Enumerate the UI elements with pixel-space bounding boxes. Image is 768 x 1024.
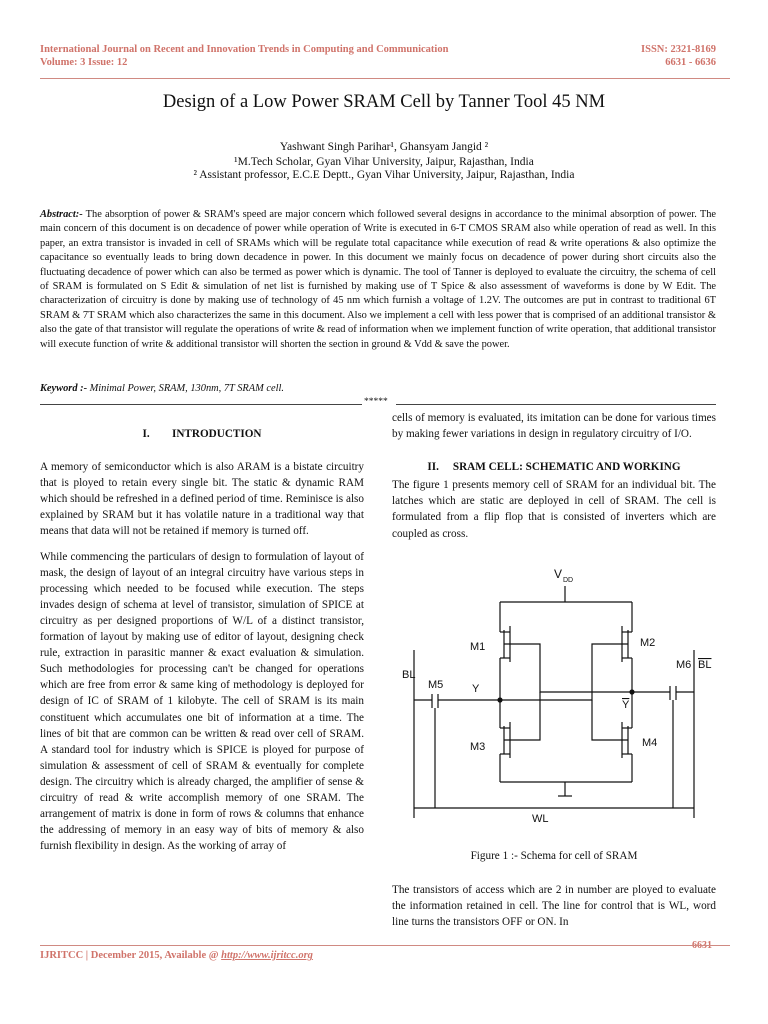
right-column	[392, 410, 716, 551]
cross-couple-wire-3	[504, 644, 632, 692]
abstract	[40, 208, 716, 352]
affiliation-1: ¹M.Tech Scholar, Gyan Vihar University, Jaipur, Rajasthan, India	[234, 156, 534, 168]
footer-rule	[40, 945, 730, 946]
figure-caption: Figure 1 :- Schema for cell of SRAM	[470, 850, 638, 862]
section-heading-sram: II. SRAM CELL: SCHEMATIC AND WORKING	[427, 461, 681, 474]
label-m5: M5	[428, 679, 444, 691]
journal-name	[40, 43, 448, 69]
paper-title: Design of a Low Power SRAM Cell by Tanner Tool 45 NM	[162, 92, 606, 112]
label-m1: M1	[470, 641, 486, 653]
header-rule	[40, 78, 730, 79]
cross-couple-wire-4	[504, 692, 540, 740]
right-paragraph-continued: cells of memory is evaluated, its imitation can be done for various times by making fewer variations in design in regulatory circuitry of I/O.	[392, 412, 716, 441]
affiliation-2: ² Assistant professor, E.C.E Deptt., Gyan Vihar University, Jaipur, Rajasthan, India	[193, 169, 575, 181]
label-m6: M6	[676, 659, 692, 671]
transistor-m5	[414, 694, 500, 808]
footer-text: IJRITCC | December 2015, Available @	[40, 950, 222, 961]
abstract-label: Abstract:-	[40, 209, 83, 220]
svg-text:V: V	[554, 567, 563, 581]
label-bl: BL	[402, 669, 416, 681]
label-m3: M3	[470, 741, 486, 753]
svg-text:DD: DD	[563, 577, 574, 584]
footer-link[interactable]: http://www.ijritcc.org	[221, 950, 313, 961]
right-column-bottom	[392, 882, 716, 939]
keyword-text: Minimal Power, SRAM, 130nm, 7T SRAM cell.	[87, 383, 284, 394]
left-column	[40, 426, 364, 863]
label-wl: WL	[532, 813, 549, 825]
page-range: 6631 - 6636	[665, 57, 716, 68]
label-y-bar: Y	[622, 699, 630, 711]
intro-paragraph-2: While commencing the particulars of design to formulation of layout of mask, the design of layout of an integral circuitry have various steps in processing which needed to be focused while execution. The steps invades design of schema at level of transistor, simulation of SPICE at circuitry as per designed proportions of W/L of a distinct transistor, formation of layout by making use of editor of layout, designing check rule, extraction in parasitic manner & exact evaluation & simulation. Such methodologies for processing can't be changed for operations which are free from error & same king of methodology is deployed for design of IC of SRAM of 1 kilobyte. The cell of SRAM is its main constituent which accumulates one bit of information at a time. The lines of bit that are common can be written & read over cell of SRAM. A standard tool for industry which is SPICE is ployed for purpose of simulation & assessment of cell of SRAM & eventually for complete design. The circuitry which is already charged, the amplifier of sense & circuitry of read & write accomplish memory of one SRAM. The arrangement of matrix is done in form of rows & columns that enhance the addressing of memory in an easy way of bits of memory & also furnish flexibility in design. As the working of array of	[40, 550, 364, 853]
intro-paragraph-1: A memory of semiconductor which is also ARAM is a bistate circuitry that is ployed to retain every single bit. The static & dynamic RAM which should be refreshed in a defined period of time. Reminisce is also explained by SRAM but it has volatile nature in a traditional way that means that data will not be retained if memory is turned off.	[40, 461, 364, 538]
author-names: Yashwant Singh Parihar¹, Ghansyam Jangid ²	[279, 141, 489, 153]
label-m2: M2	[640, 637, 656, 649]
sram-paragraph-2: The transistors of access which are 2 in number are ployed to evaluate the information retained in cell. The line for control that is WL, word line turns the transistors OFF or ON. In	[392, 884, 716, 929]
sram-schematic-figure	[392, 560, 716, 840]
sram-paragraph-1: The figure 1 presents memory cell of SRAM for an individual bit. The latches which are static are deployed in cell of SRAM. The cell is formulated from a flip flop that is consisted of inverters which are coupled as cross.	[392, 479, 716, 540]
journal-volume: Volume: 3 Issue: 12	[40, 57, 128, 68]
vdd-label	[554, 567, 573, 584]
page-number: 6631	[692, 940, 712, 951]
section-heading-introduction: I. INTRODUCTION	[142, 428, 262, 440]
separator-rule-left	[40, 404, 362, 405]
issn: ISSN: 2321-8169	[641, 44, 716, 55]
label-bl-bar: BL	[698, 659, 712, 671]
keywords	[40, 383, 284, 394]
label-m4: M4	[642, 737, 658, 749]
journal-name-line1: International Journal on Recent and Innovation Trends in Computing and Communication	[40, 44, 449, 55]
label-y: Y	[472, 683, 480, 695]
separator-stars: *****	[364, 397, 388, 407]
abstract-text: The absorption of power & SRAM's speed are major concern which followed several designs in accordance to the minimal absorption of power. The main concern of this document is on decadence of power while operation of Write is executed in 6-T CMOS SRAM also while operation of read as well. In this paper, an extra transistor is invaded in cell of SRAMs which will be regulate total capacitance while execution of read & write operations & also optimize the capacitance so eventually leads to bring down decadence in power. In this document we mainly focus on decadence of power during short circuits also the fluctuating decadence of power which can also be termed as power which is dynamic. The tool of Tanner is deployed to evaluate the circuitry, the schema of cell of SRAM is formulated on S Edit & simulation of net list is furnished by making use of T Spice & also assessment of waveforms is done by W Edit. The characterization of circuitry is done by making use of technology of 45 nm which furnish a voltage of 1.2V. The outcomes are put in contrast to traditional 6T SRAM & 7T SRAM which also characterizes the same in this document. Also we implement a cell with less power that is comprised of an additional transistor & also the gate of that transistor will regulate the operations of write & read of information when we implement function of write operation, that additional transistor will execute function of write & additional transistor will shorten the section in ground & Vdd & save the power.	[40, 209, 716, 350]
footer	[40, 950, 313, 961]
separator-rule-right	[396, 404, 716, 405]
issn-block	[560, 43, 716, 69]
schematic-labels	[402, 637, 711, 825]
keyword-label: Keyword :-	[40, 383, 88, 394]
